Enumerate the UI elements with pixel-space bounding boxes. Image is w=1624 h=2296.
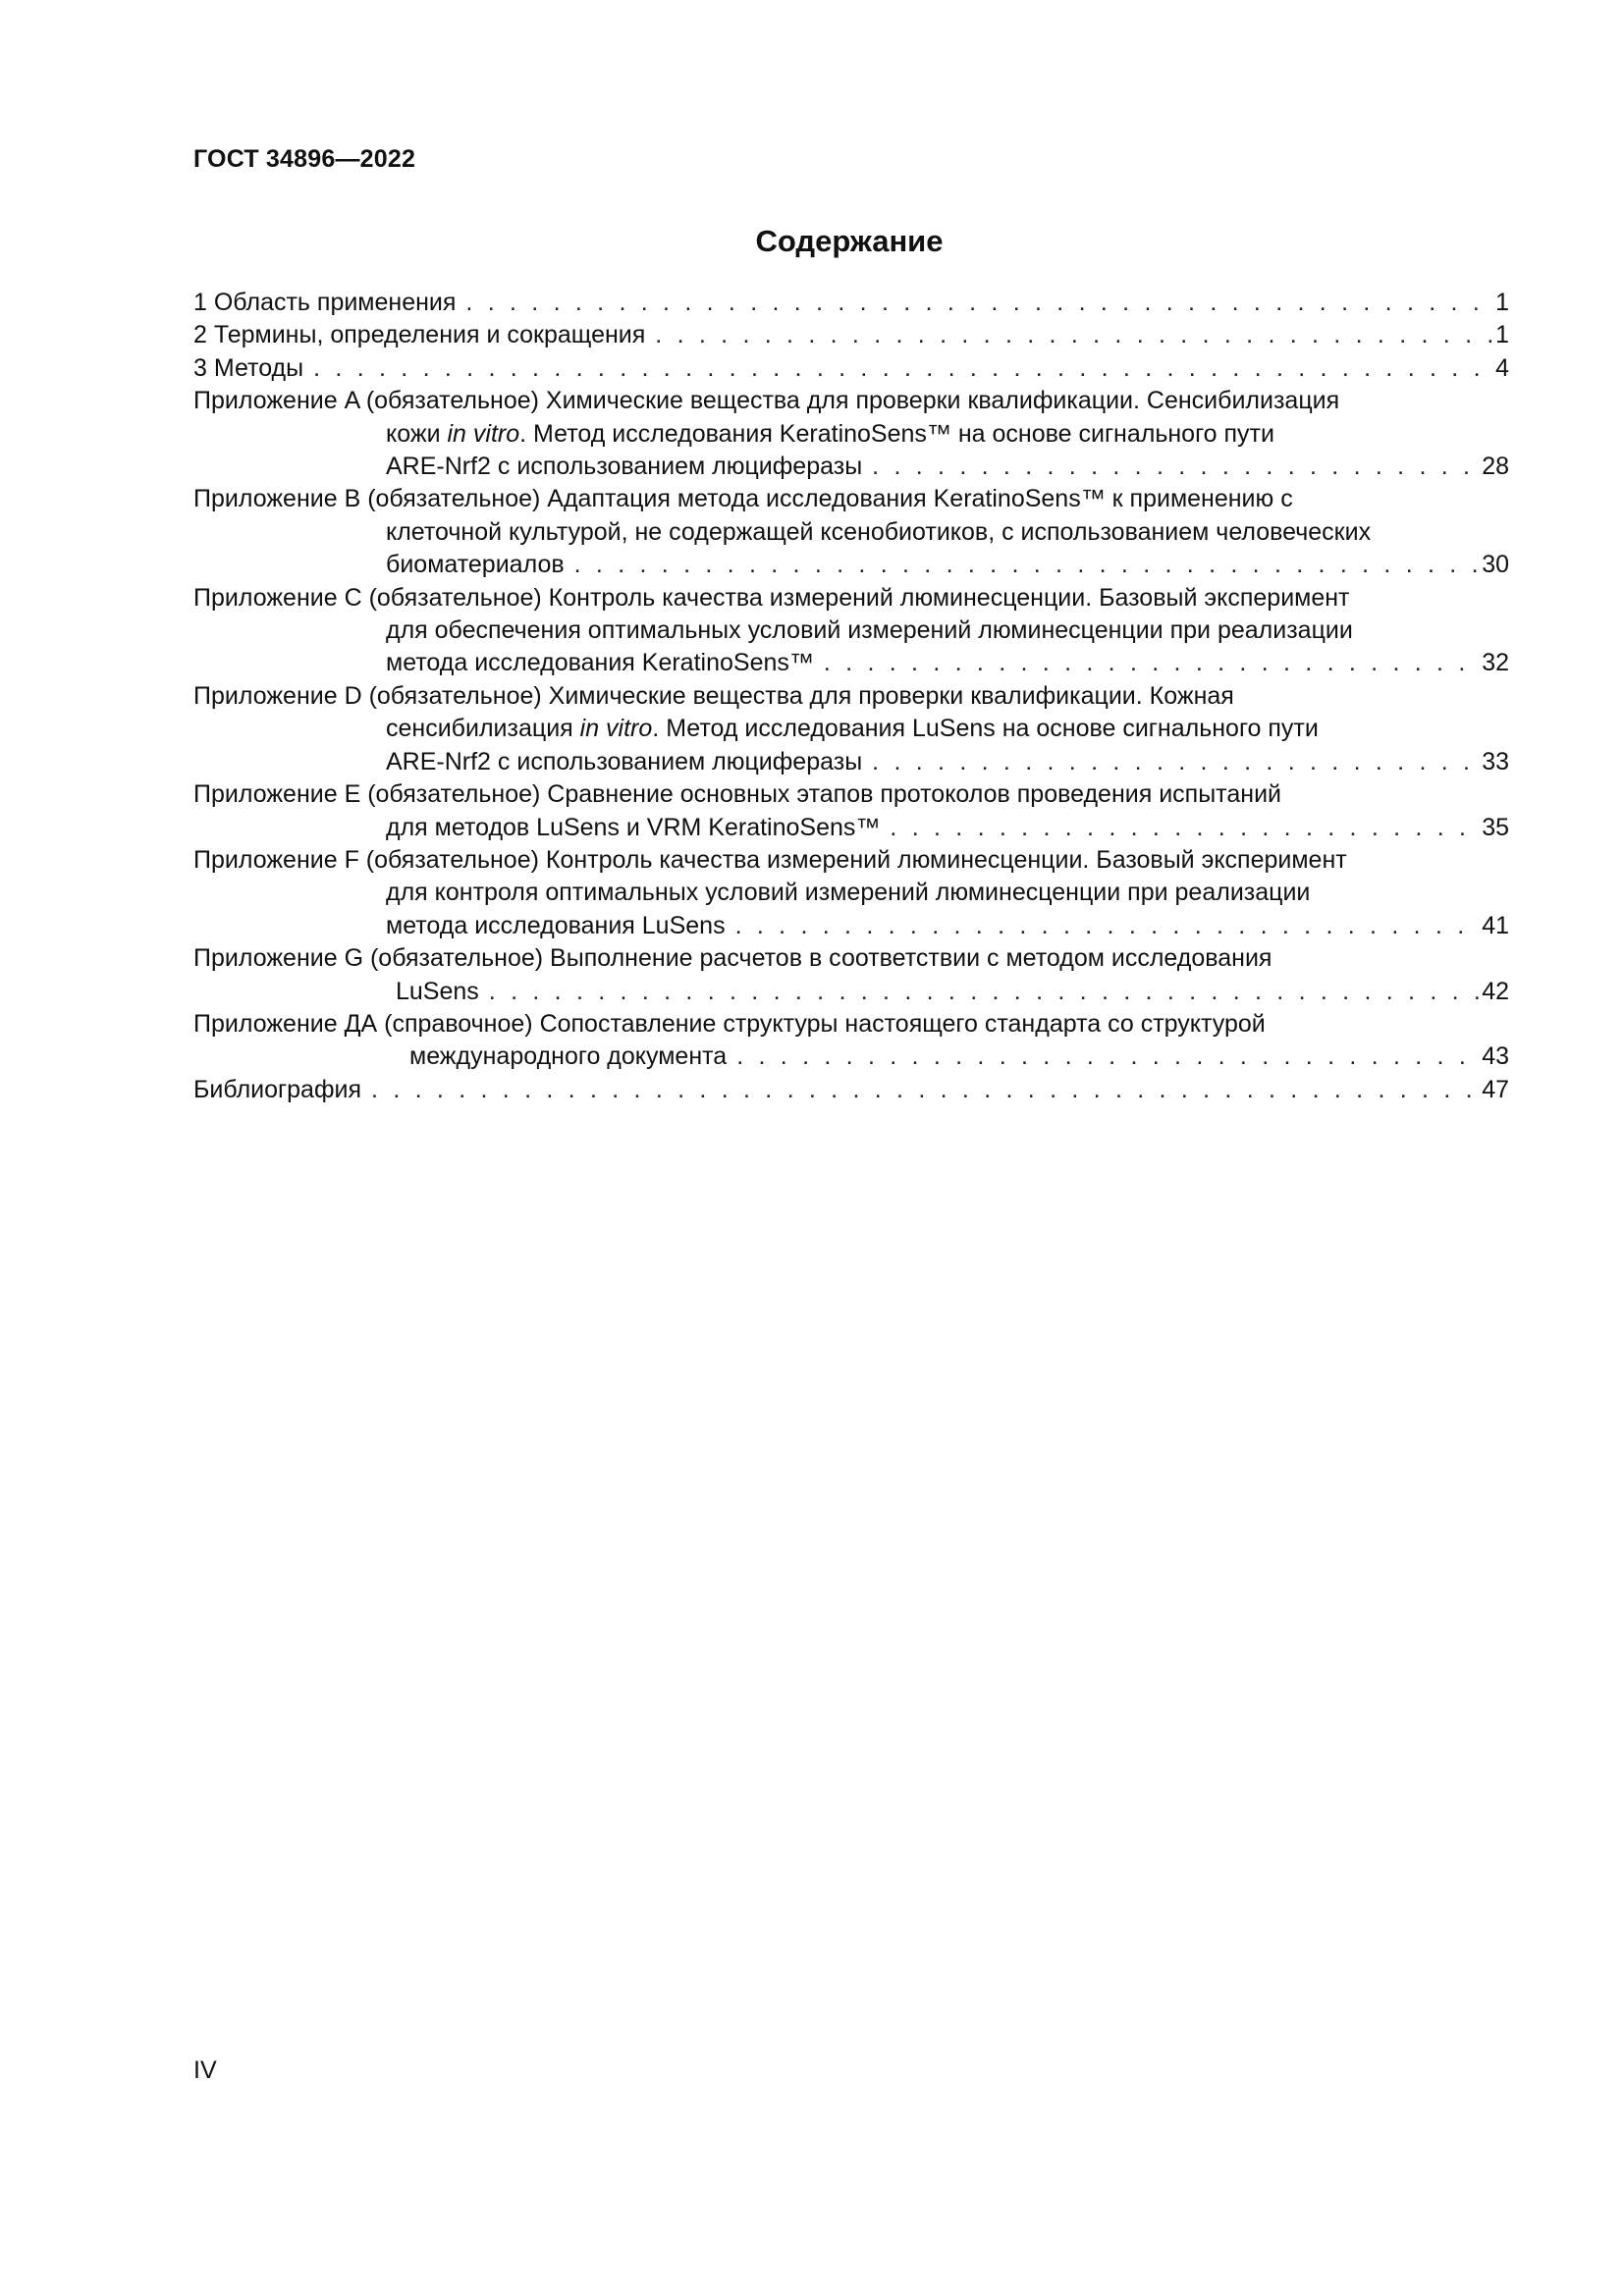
toc-entry-text: 2 Термины, определения и сокращения: [193, 321, 646, 349]
dot-leader: [465, 287, 1493, 319]
toc-page-number: 28: [1482, 453, 1509, 481]
dot-leader: [890, 812, 1480, 844]
toc-page-number: 30: [1482, 551, 1509, 579]
toc-entry-text-continued: для контроля оптимальных условий измерений люминесценции при реализации: [386, 879, 1311, 907]
toc-entry-text-continued: биоматериалов: [386, 551, 565, 579]
toc-entry-text: Приложение G (обязательное) Выполнение расчетов в соответствии с методом исследования: [193, 944, 1272, 973]
toc-entry-text: Приложение D (обязательное) Химические вещества для проверки квалификации. Кожная: [193, 681, 1234, 710]
italic-term: in vitro: [579, 715, 653, 743]
rich-text: сенсибилизация in vitro. Метод исследования LuSens на основе сигнального пути: [386, 715, 1319, 743]
toc-entry-text: Приложение E (обязательное) Сравнение основных этапов протоколов проведения испытаний: [193, 780, 1281, 809]
toc-page-number: 42: [1482, 977, 1509, 1005]
toc-entry-annex-g[interactable]: [193, 942, 1509, 1008]
dot-leader: [574, 549, 1481, 581]
toc-page-number: 41: [1482, 911, 1509, 939]
toc-entry-annex-e[interactable]: [193, 778, 1509, 844]
dot-leader: [736, 1041, 1480, 1073]
toc-entry-text: Приложение A (обязательное) Химические вещества для проверки квалификации. Сенсибилизация: [193, 387, 1340, 415]
toc-page-number: 33: [1482, 747, 1509, 775]
toc-entry-bibliography[interactable]: [193, 1074, 1509, 1106]
toc-entry-text-continued: для методов LuSens и VRM KeratinoSens™: [386, 813, 881, 841]
dot-leader: [489, 976, 1480, 1008]
toc-entry-text-continued: для обеспечения оптимальных условий измерений люминесценции при реализации: [386, 616, 1353, 645]
dot-leader: [313, 352, 1493, 385]
toc-page-number: 1: [1495, 321, 1509, 349]
toc-entry-text-continued: ARE-Nrf2 с использованием люциферазы: [386, 747, 863, 775]
toc-entry-annex-f[interactable]: [193, 844, 1509, 942]
table-of-contents: [193, 287, 1509, 1106]
page-number: IV: [193, 2056, 217, 2084]
dot-leader: [371, 1074, 1480, 1106]
toc-entry-text: Приложение C (обязательное) Контроль качества измерений люминесценции. Базовый эксперимент: [193, 583, 1350, 612]
toc-title: Содержание: [755, 224, 944, 258]
dot-leader: [872, 451, 1480, 483]
toc-entry-text: 3 Методы: [193, 353, 304, 382]
toc-page-number: 35: [1482, 813, 1509, 841]
toc-entry-terms[interactable]: [193, 319, 1509, 351]
toc-page-number: 32: [1482, 649, 1509, 677]
toc-entry-methods[interactable]: [193, 352, 1509, 385]
toc-entry-annex-d[interactable]: [193, 680, 1509, 778]
toc-entry-text: 1 Область применения: [193, 289, 457, 316]
toc-page-number: 43: [1482, 1042, 1509, 1071]
italic-term: in vitro: [447, 419, 520, 448]
toc-page-number: 1: [1495, 289, 1509, 316]
toc-entry-text-continued: ARE-Nrf2 с использованием люциферазы: [386, 453, 863, 481]
toc-entry-text: Приложение F (обязательное) Контроль качества измерений люминесценции. Базовый эксперимент: [193, 845, 1347, 874]
toc-entry-text-continued: метода исследования LuSens: [386, 911, 726, 939]
dot-leader: [735, 910, 1481, 942]
dot-leader: [872, 746, 1480, 778]
toc-entry-text-continued: клеточной культурой, не содержащей ксенобиотиков, с использованием человеческих: [386, 517, 1372, 546]
toc-entry-scope[interactable]: [193, 287, 1509, 319]
toc-entry-annex-a[interactable]: [193, 385, 1509, 483]
dot-leader: [655, 319, 1493, 351]
toc-page-number: 47: [1482, 1075, 1509, 1103]
toc-page-number: 4: [1495, 353, 1509, 382]
document-code-header: ГОСТ 34896—2022: [193, 145, 416, 173]
toc-entry-annex-c[interactable]: [193, 582, 1509, 680]
rich-text: кожи in vitro. Метод исследования KeratinoSens™ на основе сигнального пути: [386, 419, 1274, 448]
toc-entry-text: Библиография: [193, 1075, 362, 1103]
toc-entry-text: Приложение ДА (справочное) Сопоставление структуры настоящего стандарта со структурой: [193, 1009, 1266, 1038]
toc-entry-text-continued: международного документа: [409, 1042, 728, 1071]
toc-entry-text: Приложение B (обязательное) Адаптация метода исследования KeratinoSens™ к применению с: [193, 485, 1293, 513]
toc-entry-text-continued: LuSens: [396, 977, 479, 1005]
toc-entry-annex-b[interactable]: [193, 483, 1509, 581]
toc-entry-text-continued: [193, 418, 1509, 451]
toc-entry-annex-da[interactable]: [193, 1008, 1509, 1074]
dot-leader: [824, 647, 1480, 679]
toc-entry-text-continued: [193, 713, 1509, 745]
toc-entry-text-continued: метода исследования KeratinoSens™: [386, 649, 814, 677]
